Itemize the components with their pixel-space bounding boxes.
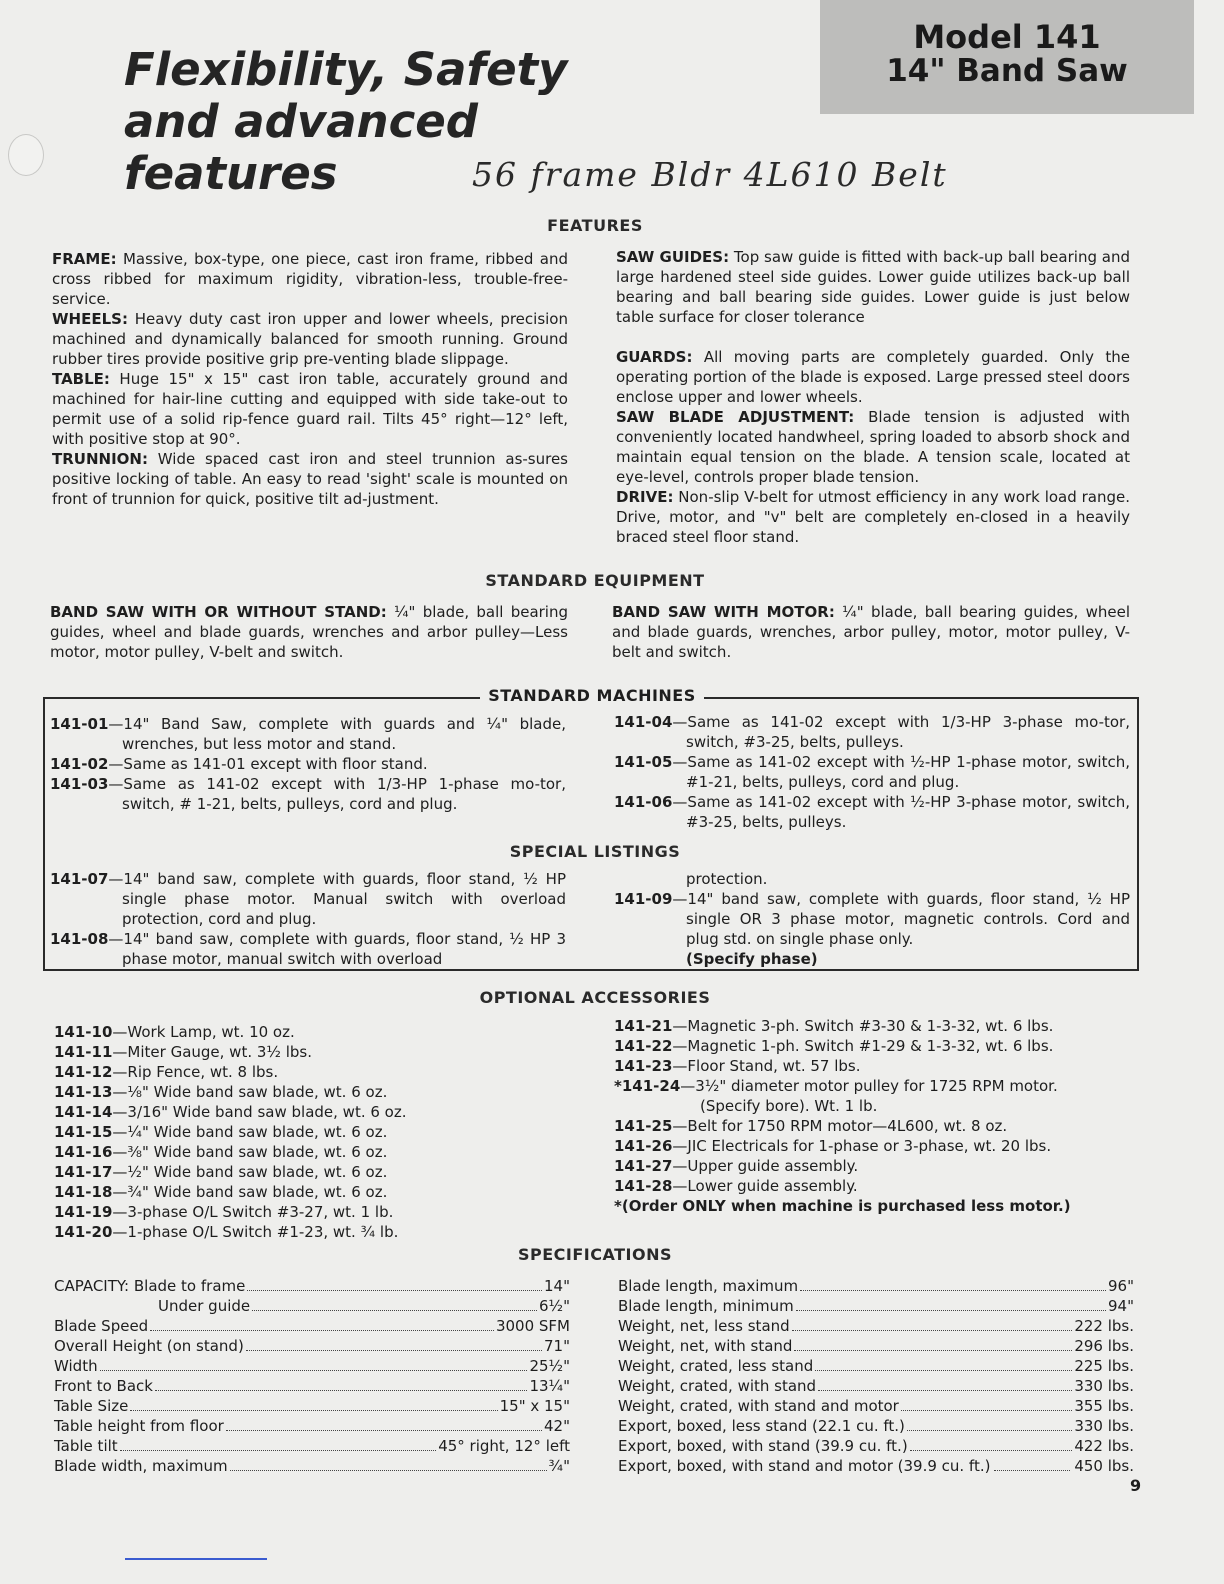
feature-guards: GUARDS: All moving parts are completely guarded. Only the operating portion of the blade is exposed. Large pressed steel doors enclose upper and lower wheels. [616,348,1130,406]
accessory-item: 141-23—Floor Stand, wt. 57 lbs. [614,1057,861,1075]
standard-equipment-left: BAND SAW WITH OR WITHOUT STAND: ¼" blade, ball bearing guides, wheel and blade guards, wrenches and arbor pulley—Less motor, motor pulley, V-belt and switch. [50,603,569,661]
machine-141-05: 141-05—Same as 141-02 except with ½-HP 1-phase motor, switch, #1-21, belts, pulleys, cord and plug. [614,753,1130,791]
feature-frame: FRAME: Massive, box-type, one piece, cast iron frame, ribbed and cross ribbed for maximum rigidity, vibration-less, trouble-free-service. [52,250,568,308]
spec-row: Under guide 6½" [158,1297,570,1315]
accessory-item: 141-27—Upper guide assembly. [614,1157,859,1175]
accessory-item: 141-22—Magnetic 1-ph. Switch #1-29 & 1-3-32, wt. 6 lbs. [614,1037,1054,1055]
punch-hole [8,134,44,176]
features-title: FEATURES [547,216,643,235]
accessory-item: 141-13—⅛" Wide band saw blade, wt. 6 oz. [54,1083,388,1101]
accessories-right [614,1016,1071,1216]
special-listings-title: SPECIAL LISTINGS [509,842,681,861]
feature-drive: DRIVE: Non-slip V-belt for utmost efficiency in any work load range. Drive, motor, and "v" belt are completely en-closed in a heavily braced steel floor stand. [616,488,1130,546]
spec-row: Export, boxed, with stand (39.9 cu. ft.) 422 lbs. [618,1437,1134,1455]
specify-phase-note: (Specify phase) [686,950,818,968]
accessory-item: 141-10—Work Lamp, wt. 10 oz. [54,1023,295,1041]
spec-row: Front to Back 13¼" [54,1377,570,1395]
accessory-item: 141-11—Miter Gauge, wt. 3½ lbs. [54,1043,312,1061]
standard-equipment-right: BAND SAW WITH MOTOR: ¼" blade, ball bearing guides, wheel and blade guards, wrenches, arbor pulley, motor, motor pulley, V-belt and switch. [612,603,1130,661]
spec-row: Blade length, maximum 96" [618,1277,1134,1295]
specifications-right [618,1276,1134,1476]
standard-machines-right [614,712,1130,832]
spec-row: Weight, crated, with stand 330 lbs. [618,1377,1134,1395]
spec-row: Weight, net, with stand 296 lbs. [618,1337,1134,1355]
spec-row: Table height from floor 42" [54,1417,570,1435]
spec-row: Export, boxed, less stand (22.1 cu. ft.) 330 lbs. [618,1417,1134,1435]
spec-row: Blade length, minimum 94" [618,1297,1134,1315]
spec-row: Weight, net, less stand 222 lbs. [618,1317,1134,1335]
machine-141-04: 141-04—Same as 141-02 except with 1/3-HP 3-phase mo-tor, switch, #3-25, belts, pulleys. [614,713,1130,751]
accessory-item: 141-19—3-phase O/L Switch #3-27, wt. 1 lb. [54,1203,394,1221]
model-title-box [820,0,1194,114]
headline-line-2: and advanced [124,95,479,148]
spec-row: Blade Speed 3000 SFM [54,1317,570,1335]
model-number: Model 141 [913,18,1101,56]
machine-141-02: 141-02—Same as 141-01 except with floor stand. [50,755,428,773]
model-name: 14" Band Saw [886,53,1128,89]
special-continuation: protection. [686,870,768,888]
spec-row: Overall Height (on stand) 71" [54,1337,570,1355]
accessory-item: 141-15—¼" Wide band saw blade, wt. 6 oz. [54,1123,388,1141]
specifications-left [54,1276,570,1476]
feature-saw-guides: SAW GUIDES: Top saw guide is fitted with back-up ball bearing and large hardened steel side guides. Lower guide utilizes back-up ball bearing and ball bearing side guides. Lower guide is just below table surface for closer tolerance [616,248,1130,326]
accessory-item: 141-20—1-phase O/L Switch #1-23, wt. ¾ lb. [54,1223,399,1241]
accessory-item: 141-26—JIC Electricals for 1-phase or 3-phase, wt. 20 lbs. [614,1137,1052,1155]
spec-row: Weight, crated, less stand 225 lbs. [618,1357,1134,1375]
headline-line-3: features [124,147,338,200]
standard-machines-title: STANDARD MACHINES [480,686,704,705]
footer-rule [125,1558,267,1560]
standard-equipment-title: STANDARD EQUIPMENT [485,571,705,590]
accessory-item: *141-24—3½" diameter motor pulley for 1725 RPM motor. [614,1077,1058,1095]
special-listings-right [614,869,1130,969]
spec-row: Table Size 15" x 15" [54,1397,570,1415]
machine-141-06: 141-06—Same as 141-02 except with ½-HP 3-phase motor, switch, #3-25, belts, pulleys. [614,793,1130,831]
spec-row: CAPACITY: Blade to frame 14" [54,1277,570,1295]
page-number: 9 [1130,1476,1142,1495]
machine-141-09: 141-09—14" band saw, complete with guards, floor stand, ½ HP single OR 3 phase motor, magnetic controls. Cord and plug std. on single phase only. [614,890,1130,948]
accessory-item: 141-14—3/16" Wide band saw blade, wt. 6 oz. [54,1103,407,1121]
feature-blade-adjustment: SAW BLADE ADJUSTMENT: Blade tension is adjusted with conveniently located handwheel, spring loaded to absorb shock and maintain equal tension on the blade. A tension scale, located at eye-level, controls proper blade tension. [616,408,1130,486]
accessory-item: 141-16—⅜" Wide band saw blade, wt. 6 oz. [54,1143,388,1161]
accessory-item: (Specify bore). Wt. 1 lb. [700,1097,878,1115]
accessory-item: 141-28—Lower guide assembly. [614,1177,858,1195]
specifications-title: SPECIFICATIONS [517,1245,673,1264]
accessory-item: 141-12—Rip Fence, wt. 8 lbs. [54,1063,279,1081]
optional-accessories-title: OPTIONAL ACCESSORIES [479,988,711,1007]
spec-row: Blade width, maximum ¾" [54,1457,570,1475]
accessory-item: 141-25—Belt for 1750 RPM motor—4L600, wt. 8 oz. [614,1117,1008,1135]
machine-141-08: 141-08—14" band saw, complete with guards, floor stand, ½ HP 3 phase motor, manual switch with overload [50,930,566,968]
headline-line-1: Flexibility, Safety [124,43,568,96]
spec-row: Export, boxed, with stand and motor (39.9 cu. ft.) 450 lbs. [618,1457,1134,1475]
accessory-item: 141-21—Magnetic 3-ph. Switch #3-30 & 1-3-32, wt. 6 lbs. [614,1017,1054,1035]
standard-machines-left [50,714,566,814]
feature-table: TABLE: Huge 15" x 15" cast iron table, accurately ground and machined for hair-line cutting and equipped with side take-out to permit use of a solid rip-fence guard rail. Tilts 45° right—12° left, with positive stop at 90°. [52,370,568,448]
accessory-item: 141-18—¾" Wide band saw blade, wt. 6 oz. [54,1183,388,1201]
feature-wheels: WHEELS: Heavy duty cast iron upper and lower wheels, precision machined and dynamically balanced for smooth running. Ground rubber tires provide positive grip pre-venting blade slippage. [52,310,568,368]
spec-row: Weight, crated, with stand and motor 355 lbs. [618,1397,1134,1415]
features-left-column [52,249,568,509]
spec-row: Width 25½" [54,1357,570,1375]
feature-trunnion: TRUNNION: Wide spaced cast iron and steel trunnion as-sures positive locking of table. An easy to read 'sight' scale is mounted on front of trunnion for quick, positive tilt ad-justment. [52,450,568,508]
handwritten-note: 56 frame Bldr 4L610 Belt [472,155,948,194]
machine-141-07: 141-07—14" band saw, complete with guards, floor stand, ½ HP single phase motor. Manual switch with overload protection, cord and plug. [50,870,566,928]
machine-141-03: 141-03—Same as 141-02 except with 1/3-HP 1-phase mo-tor, switch, # 1-21, belts, pulleys, cord and plug. [50,775,566,813]
accessories-left [54,1022,407,1242]
special-listings-left [50,869,566,969]
machine-141-01: 141-01—14" Band Saw, complete with guards and ¼" blade, wrenches, but less motor and stand. [50,715,566,753]
accessory-item: *(Order ONLY when machine is purchased less motor.) [614,1197,1071,1215]
spec-row: Table tilt 45° right, 12° left [54,1437,570,1455]
features-right-column [616,247,1130,547]
accessory-item: 141-17—½" Wide band saw blade, wt. 6 oz. [54,1163,388,1181]
